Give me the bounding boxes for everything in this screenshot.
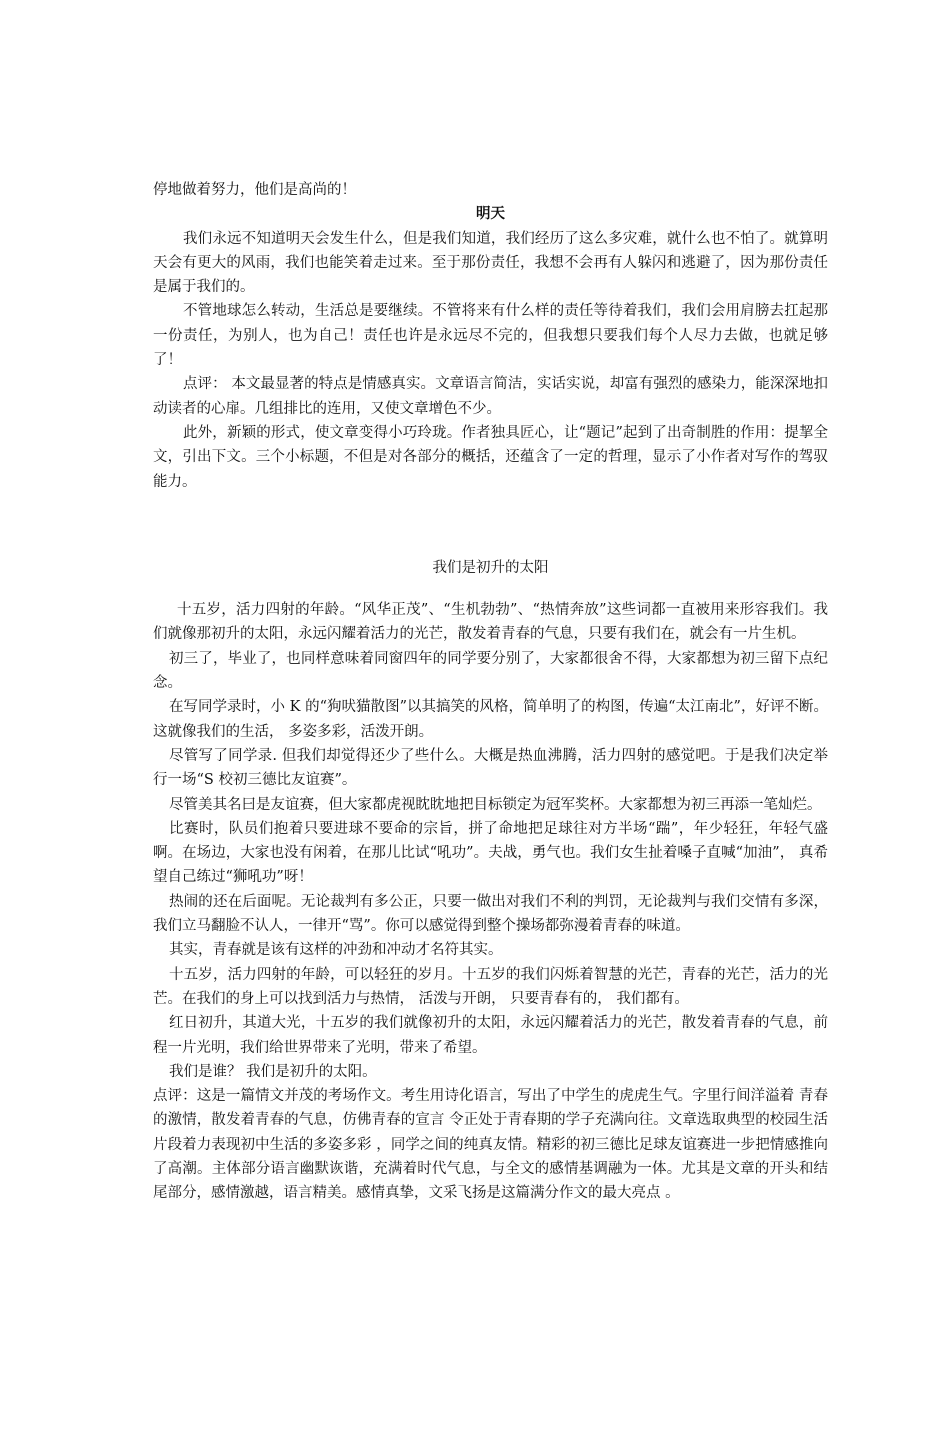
paragraph: 其实，青春就是该有这样的冲劲和冲动才名符其实。 (169, 942, 503, 959)
paragraph: 尽管美其名曰是友谊赛，但大家都虎视眈眈地把目标锁定为冠军奖杯。大家都想为初三再添一笔灿烂。 (169, 796, 822, 813)
document-page (153, 178, 828, 1206)
paragraph: 十五岁，活力四射的年龄。“风华正茂”、“生机勃勃”、“热情奔放”这些词都一直被用来形容我们。我们就像那初升的太阳，永远闪耀着活力的光芒，散发着青春的气息，只要有我们在，就会有一片生机。 (153, 602, 828, 643)
lead-line: 停地做着努力，他们是高尚的！ (153, 182, 356, 198)
commentary-paragraph: 此外，新颖的形式，使文章变得小巧玲珑。作者独具匠心，让“题记”起到了出奇制胜的作用：提挈全文，引出下文。三个小标题，不但是对各部分的概括，还蕴含了一定的哲理，显示了小作者对写作的驾驭能力。 (153, 424, 828, 490)
paragraph: 尽管写了同学录. 但我们却觉得还少了些什么。大概是热血沸腾，活力四射的感觉吧。于是我们决定举行一场“S 校初三德比友谊赛”。 (153, 747, 828, 789)
essay-title-rising-sun: 我们是初升的太阳 (432, 559, 549, 576)
commentary-paragraph: 点评： 本文最显著的特点是情感真实。文章语言简洁，实话实说，却富有强烈的感染力，能深深地扣动读者的心扉。几组排比的连用，又使文章增色不少。 (153, 376, 828, 417)
paragraph: 我们永远不知道明天会发生什么，但是我们知道，我们经历了这么多灾难，就什么也不怕了。就算明天会有更大的风雨，我们也能笑着走过来。至于那份责任，我想不会再有人躲闪和逃避了，因为那份责任是属于我们的。 (153, 230, 828, 296)
paragraph: 初三了，毕业了，也同样意味着同窗四年的同学要分别了，大家都很舍不得，大家都想为初三留下点纪念。 (153, 650, 828, 692)
paragraph: 十五岁，活力四射的年龄，可以轻狂的岁月。十五岁的我们闪烁着智慧的光芒，青春的光芒，活力的光芒。在我们的身上可以找到活力与热情， 活泼与开朗， 只要青春有的， 我们都有。 (153, 966, 828, 1007)
paragraph: 热闹的还在后面呢。无论裁判有多公正，只要一做出对我们不利的判罚，无论裁判与我们交情有多深，我们立马翻脸不认人，一律开“骂”。你可以感觉得到整个操场都弥漫着青春的味道。 (153, 893, 828, 935)
essay-title-tomorrow: 明天 (476, 206, 505, 223)
paragraph: 不管地球怎么转动，生活总是要继续。不管将来有什么样的责任等待着我们，我们会用肩膀去扛起那一份责任，为别人，也为自己！责任也许是永远尽不完的，但我想只要我们每个人尽力去做，也就足够了！ (153, 303, 828, 369)
commentary-paragraph: 点评：这是一篇情文并茂的考场作文。考生用诗化语言，写出了中学生的虎虎生气。字里行间洋溢着 青春的激情，散发着青春的气息，仿佛青春的宣言 令正处于青春期的学子充满向往。文章选取典型的校园生活片段着力表现初中生活的多姿多彩 ，同学之间的纯真友情。精彩的初三德比足球友谊赛进一步把情感推向了高潮。主体部分语言幽默诙谐，充满着时代气息，与全文的感情基调融为一体。尤其是文章的开头和结尾部分，感情激越，语言精美。感情真挚，文采飞扬是这篇满分作文的最大亮点 。 (153, 1088, 828, 1202)
paragraph: 我们是谁？ 我们是初升的太阳。 (169, 1063, 377, 1080)
paragraph: 在写同学录时，小 K 的“狗吠猫散图”以其搞笑的风格，简单明了的构图，传遍“太江南北”，好评不断。这就像我们的生活， 多姿多彩，活泼开朗。 (153, 699, 828, 740)
paragraph: 比赛时，队员们抱着只要进球不要命的宗旨，拼了命地把足球往对方半场“踹”，年少轻狂，年轻气盛啊。在场边，大家也没有闲着，在那儿比试“吼功”。夫战，勇气也。我们女生扯着嗓子直喊“加油”， 真希望自己练过“狮吼功”呀！ (153, 820, 828, 886)
paragraph: 红日初升，其道大光，十五岁的我们就像初升的太阳，永远闪耀着活力的光芒，散发着青春的气息，前程一片光明，我们给世界带来了光明，带来了希望。 (153, 1015, 828, 1056)
